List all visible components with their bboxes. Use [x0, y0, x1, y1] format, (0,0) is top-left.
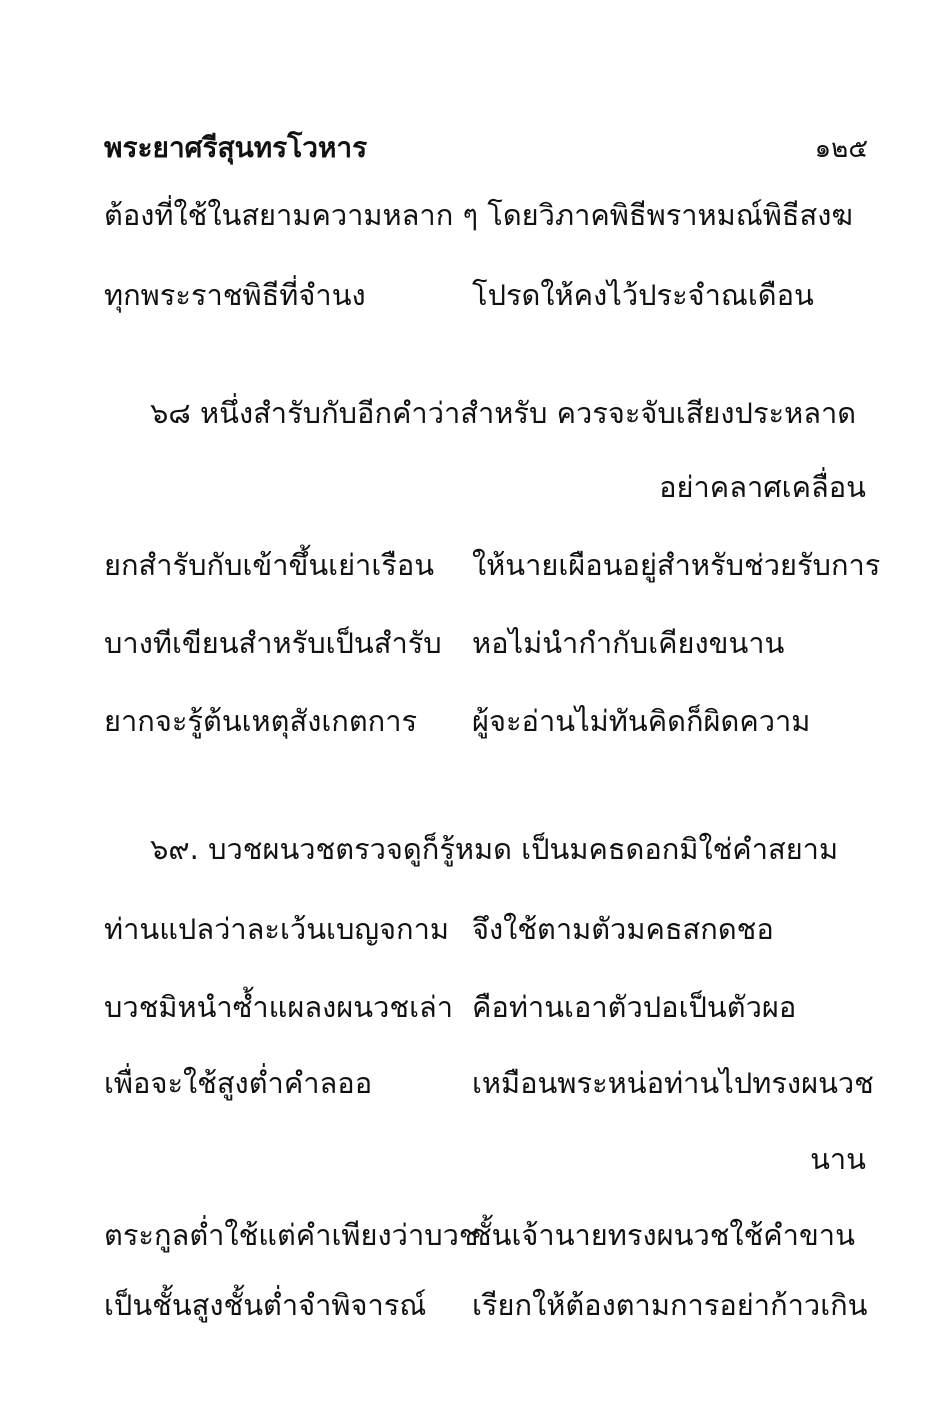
verse-line-continuation: นาน	[810, 1142, 866, 1176]
verse-line-left: เพื่อจะใช้สูงต่ำคำลออ	[104, 1066, 373, 1100]
verse-line-left: บางทีเขียนสำหรับเป็นสำรับ	[104, 626, 442, 660]
verse-line-right: ให้นายเผือนอยู่สำหรับช่วยรับการ	[472, 548, 881, 582]
verse-line-right: เหมือนพระหน่อท่านไปทรงผนวช	[472, 1066, 874, 1100]
verse-line-left: ตระกูลต่ำใช้แต่คำเพียงว่าบวช	[104, 1218, 479, 1252]
verse-line-left: ทุกพระราชพิธีที่จำนง	[104, 278, 366, 312]
verse-line-right: ผู้จะอ่านไม่ทันคิดก็ผิดความ	[472, 704, 811, 738]
page-number: ๑๒๕	[814, 134, 868, 164]
verse-line-right: หอไม่นำกำกับเคียงขนาน	[472, 626, 785, 660]
verse-line: ต้องที่ใช้ในสยามความหลาก ๆ โดยวิภาคพิธีพราหมณ์พิธีสงฆ	[104, 198, 853, 232]
verse-line-left: ยากจะรู้ต้นเหตุสังเกตการ	[104, 704, 418, 738]
verse-line-right: ชั้นเจ้านายทรงผนวชใช้คำขาน	[472, 1218, 855, 1252]
verse-line-left: บวชมิหนำซ้ำแผลงผนวชเล่า	[104, 990, 454, 1024]
page-header	[104, 126, 868, 170]
page-title: พระยาศรีสุนทรโวหาร	[104, 131, 368, 164]
section-69-heading: ๖๙. บวชผนวชตรวจดูก็รู้หมด เป็นมคธดอกมิใช่คำสยาม	[150, 832, 839, 866]
verse-line-right: จึงใช้ตามตัวมคธสกดชอ	[472, 912, 774, 946]
verse-line-right: โปรดให้คงไว้ประจำณเดือน	[472, 278, 814, 312]
verse-line-left: ท่านแปลว่าละเว้นเบญจกาม	[104, 912, 450, 946]
verse-line-left: ยกสำรับกับเข้าขึ้นเย่าเรือน	[104, 548, 435, 582]
verse-line-right: เรียกให้ต้องตามการอย่าก้าวเกิน	[472, 1288, 868, 1322]
section-68-heading: ๖๘ หนึ่งสำรับกับอีกคำว่าสำหรับ ควรจะจับเสียงประหลาด	[150, 396, 857, 430]
verse-line-right: คือท่านเอาตัวปอเป็นตัวผอ	[472, 990, 797, 1024]
section-68-continuation: อย่าคลาศเคลื่อน	[659, 470, 866, 504]
verse-line-left: เป็นชั้นสูงชั้นต่ำจำพิจารณ์	[104, 1288, 427, 1322]
